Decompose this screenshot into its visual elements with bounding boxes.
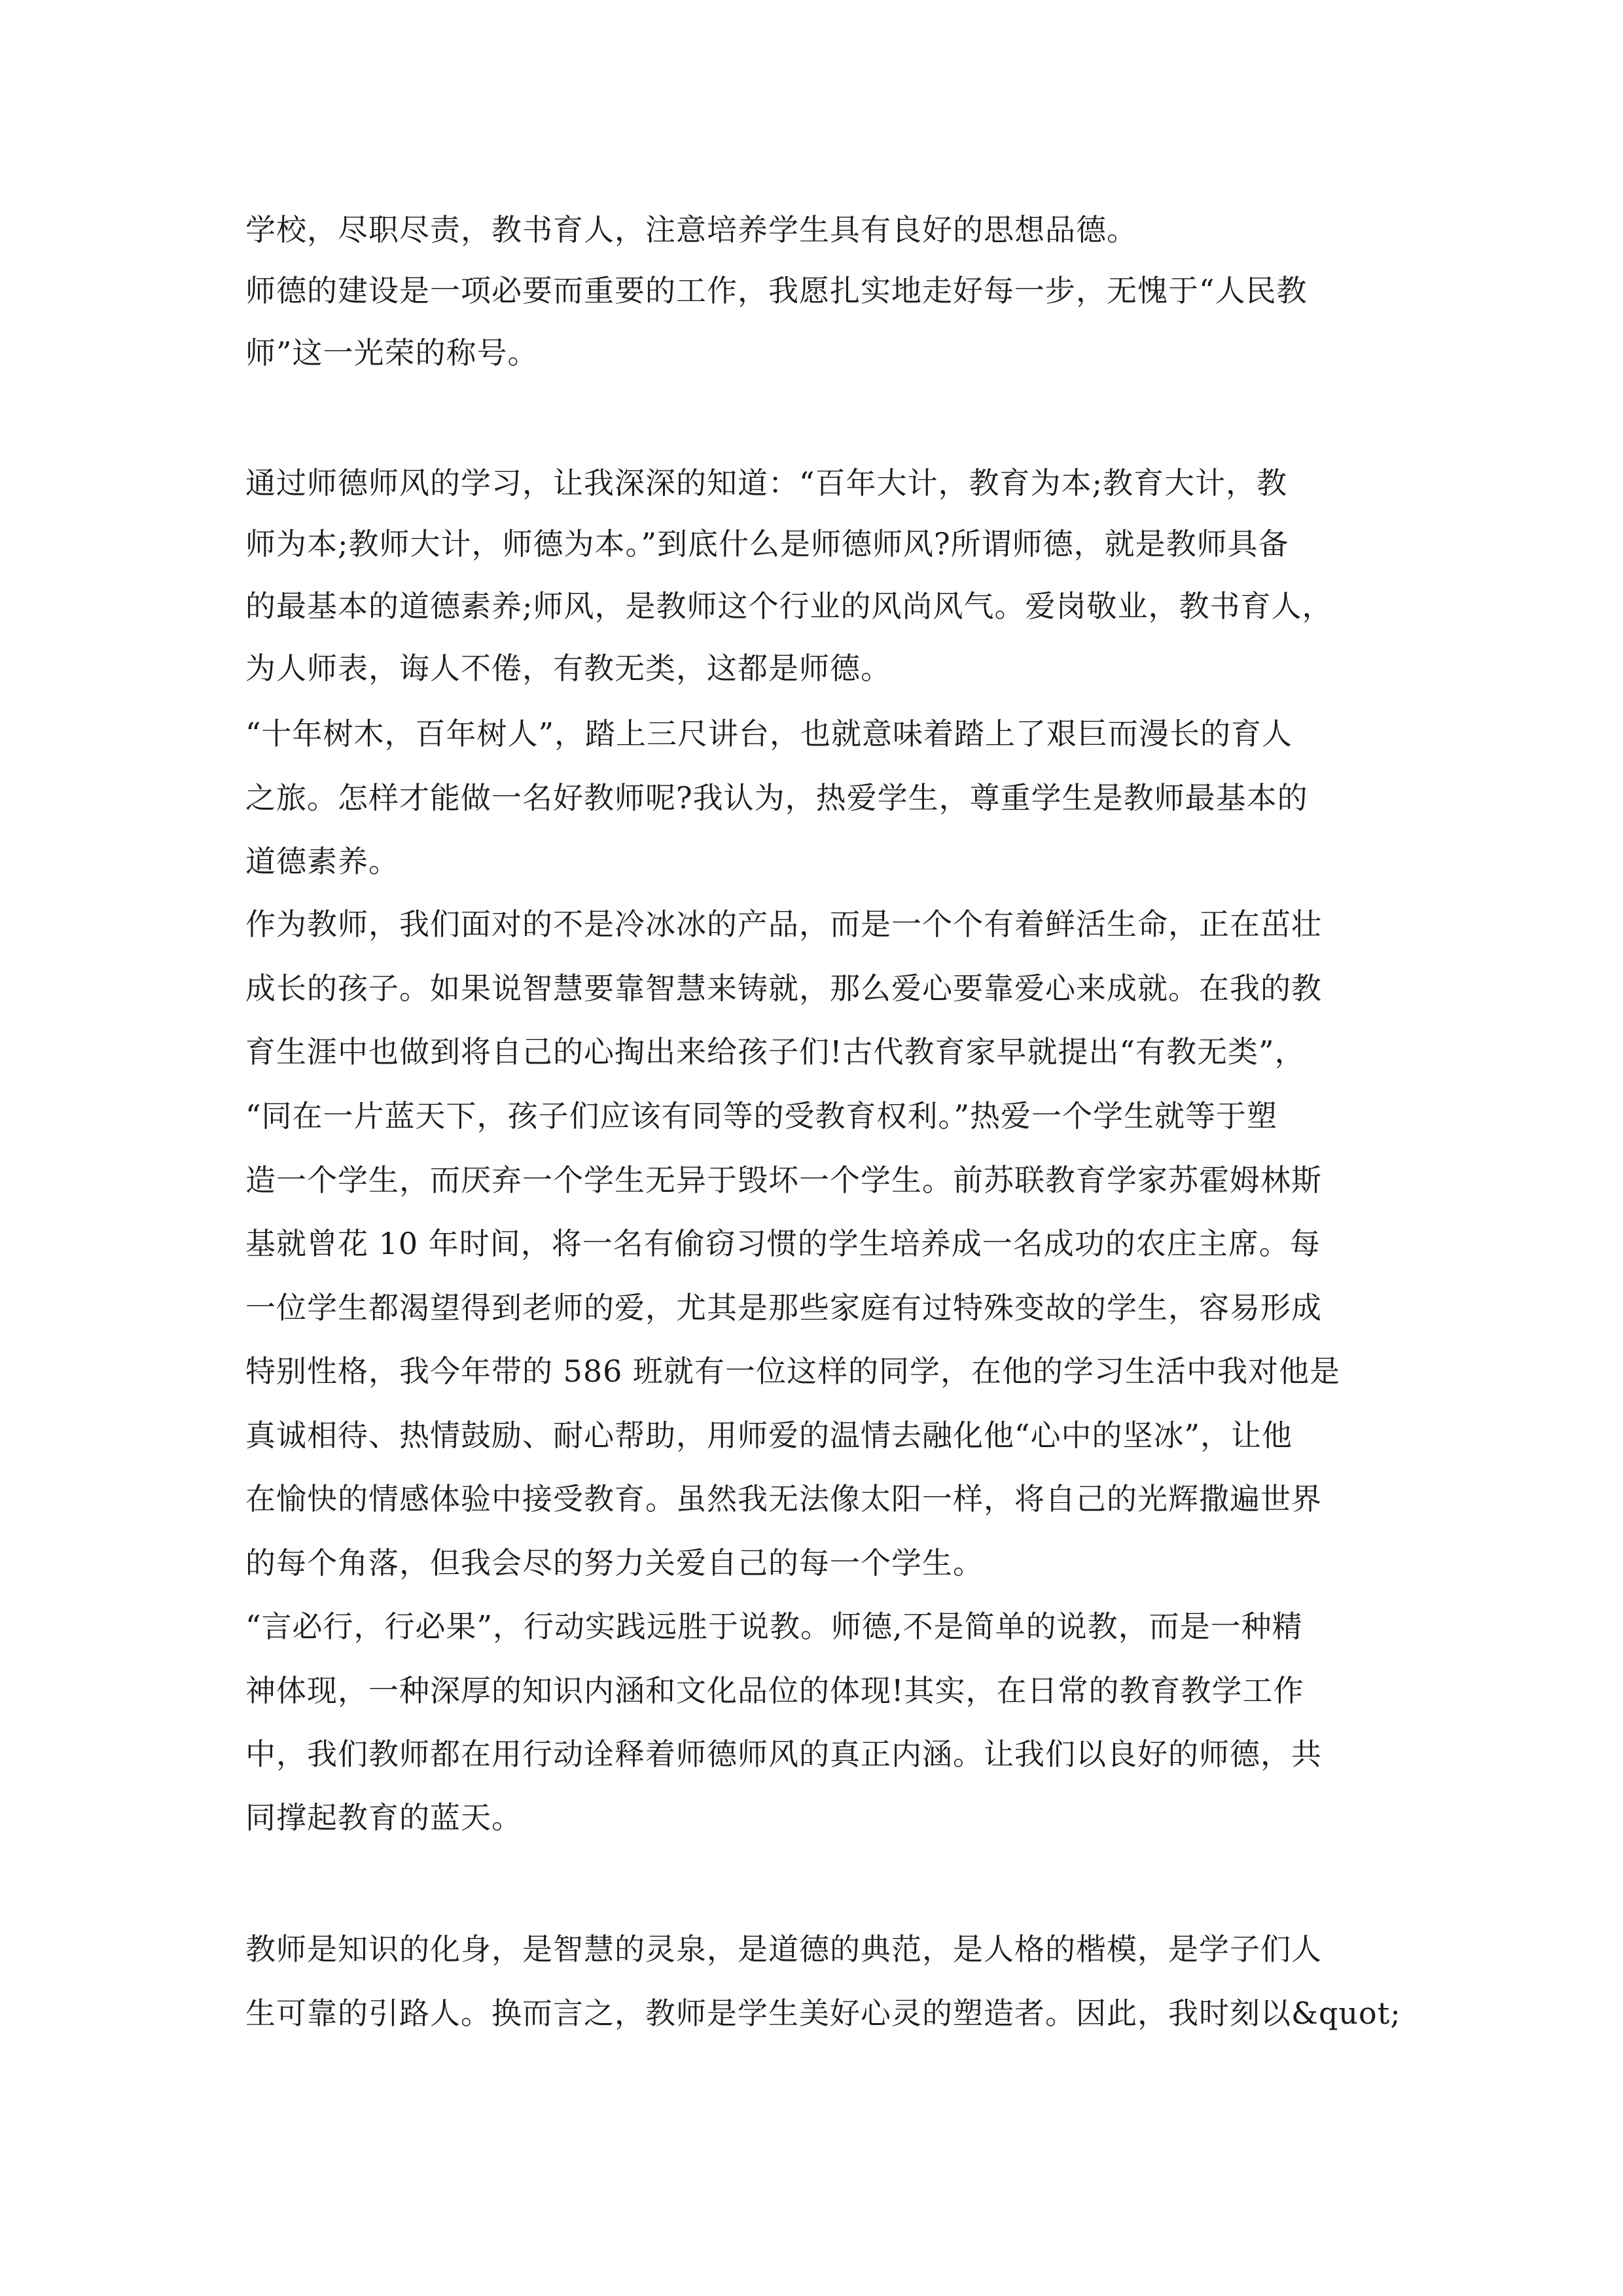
- text-line: 中，我们教师都在用行动诠释着师德师风的真正内涵。让我们以良好的师德，共: [245, 1736, 1322, 1772]
- text-line: 师德的建设是一项必要而重要的工作，我愿扎实地走好每一步，无愧于“人民教: [245, 273, 1308, 308]
- text-line: 基就曾花 10 年时间，将一名有偷窃习惯的学生培养成一名成功的农庄主席。每: [245, 1226, 1321, 1261]
- text-line: 成长的孩子。如果说智慧要靠智慧来铸就，那么爱心要靠爱心来成就。在我的教: [245, 971, 1322, 1006]
- text-line: 的最基本的道德素养;师风，是教师这个行业的风尚风气。爱岗敬业，教书育人，: [245, 588, 1333, 624]
- text-line: 的每个角落，但我会尽的努力关爱自己的每一个学生。: [245, 1545, 984, 1581]
- text-line: “十年树木，百年树人”，踏上三尺讲台，也就意味着踏上了艰巨而漫长的育人: [245, 716, 1293, 751]
- text-line: 神体现，一种深厚的知识内涵和文化品位的体现!其实，在日常的教育教学工作: [245, 1673, 1304, 1708]
- text-line: 为人师表，诲人不倦，有教无类，这都是师德。: [245, 651, 891, 686]
- text-line: 真诚相待、热情鼓励、耐心帮助，用师爱的温情去融化他“心中的坚冰”，让他: [245, 1418, 1293, 1453]
- text-line: 一位学生都渴望得到老师的爱，尤其是那些家庭有过特殊变故的学生，容易形成: [245, 1290, 1322, 1325]
- text-line: “言必行，行必果”，行动实践远胜于说教。师德,不是简单的说教，而是一种精: [245, 1609, 1303, 1644]
- text-line: 之旅。怎样才能做一名好教师呢?我认为，热爱学生，尊重学生是教师最基本的: [245, 780, 1308, 816]
- text-line: 教师是知识的化身，是智慧的灵泉，是道德的典范，是人格的楷模，是学子们人: [245, 1931, 1322, 1967]
- text-line: 生可靠的引路人。换而言之，教师是学生美好心灵的塑造者。因此，我时刻以&quot;: [245, 1996, 1401, 2031]
- text-line: 作为教师，我们面对的不是冷冰冰的产品，而是一个个有着鲜活生命，正在茁壮: [245, 906, 1322, 942]
- text-line: 师为本;教师大计，师德为本。”到底什么是师德师风?所谓师德，就是教师具备: [245, 526, 1289, 562]
- text-line: 道德素养。: [245, 844, 399, 879]
- text-line: 学校，尽职尽责，教书育人，注意培养学生具有良好的思想品德。: [245, 212, 1137, 247]
- text-line: 在愉快的情感体验中接受教育。虽然我无法像太阳一样，将自己的光辉撒遍世界: [245, 1481, 1322, 1516]
- text-line: “同在一片蓝天下，孩子们应该有同等的受教育权利。”热爱一个学生就等于塑: [245, 1098, 1278, 1134]
- text-line: 造一个学生，而厌弃一个学生无异于毁坏一个学生。前苏联教育学家苏霍姆林斯: [245, 1162, 1322, 1198]
- text-line: 同撑起教育的蓝天。: [245, 1800, 522, 1835]
- text-line: 通过师德师风的学习，让我深深的知道：“百年大计，教育为本;教育大计，教: [245, 465, 1288, 501]
- text-line: 师”这一光荣的称号。: [245, 335, 539, 370]
- text-line: 育生涯中也做到将自己的心掏出来给孩子们!古代教育家早就提出“有教无类”，: [245, 1034, 1306, 1069]
- text-line: 特别性格，我今年带的 586 班就有一位这样的同学，在他的学习生活中我对他是: [245, 1354, 1341, 1389]
